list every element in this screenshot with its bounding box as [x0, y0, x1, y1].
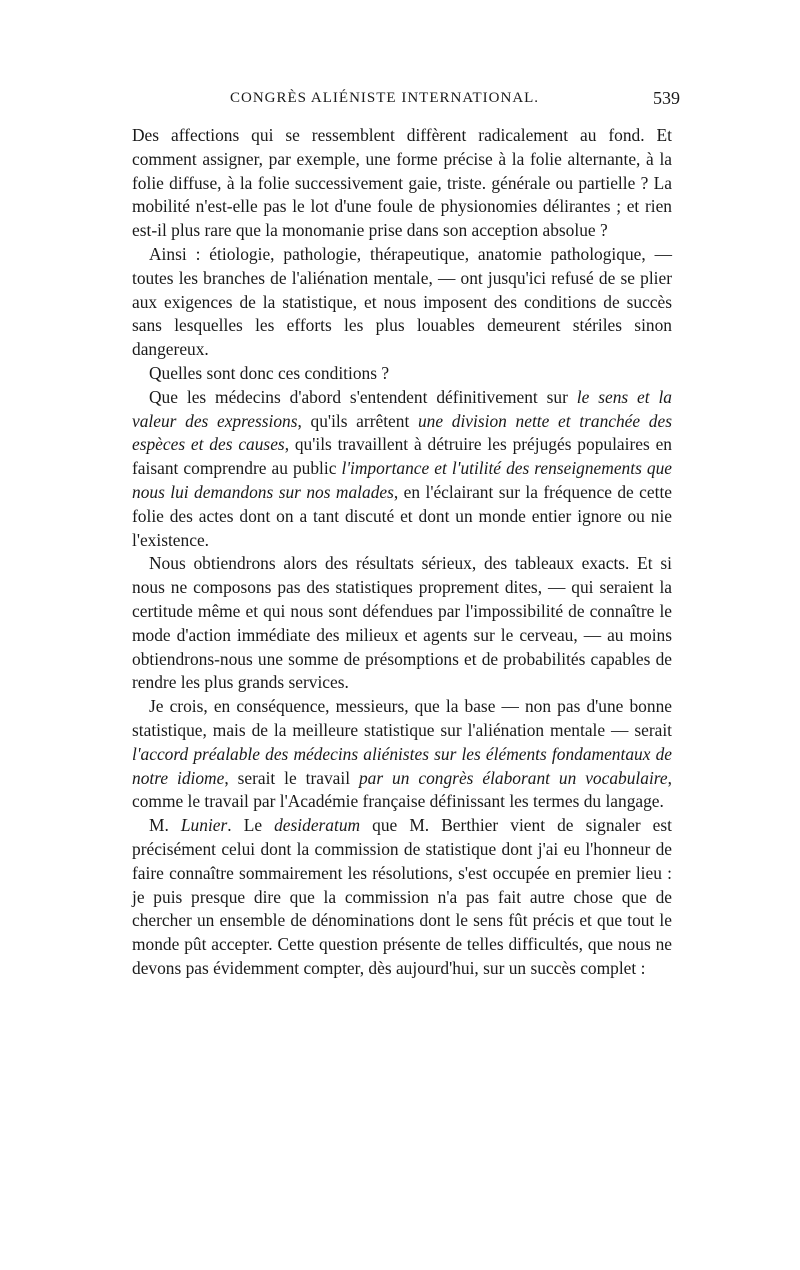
page-number: 539 [653, 88, 680, 108]
text-run: Je crois, en conséquence, messieurs, que la base — non pas d'une bonne statistique, mais de la meilleure statistique sur l'aliénation mentale — serait [132, 696, 672, 740]
text-run: , qu'ils arrêtent [297, 410, 418, 431]
italic-text: par un congrès élaborant un vocabulaire [358, 767, 668, 788]
italic-text: l'accord préalable des médecins aliénistes sur les éléments fondamentaux de notre idiome [132, 743, 672, 788]
paragraph [132, 124, 672, 243]
text-run: . Le [227, 815, 275, 836]
text-run: Des affections qui se ressemblent diffèrent radicalement au fond. Et comment assigner, par exemple, une forme précise à la folie alternante, à la folie diffuse, à la folie successivement gaie, triste. générale ou partielle ? La mobilité n'est-elle pas le lot d'une foule de physionomies délirantes ; et rien est-il plus rare que la monomanie prise dans son acception absolue ? [132, 125, 672, 241]
text-run: , serait le travail [224, 767, 359, 788]
text-run: , qu'ils travaillent à détruire les préjugés populaires en faisant comprendre au public [132, 434, 672, 479]
text-run: que M. Berthier vient de signaler est précisément celui dont la commission de statistique dont j'ai eu l'honneur de faire connaître sommairement les résolutions, s'est occupée en premier lieu : je puis presque dire que la commission n'a pas fait autre chose que de chercher un ensemble de dénominations dont le sens fût précis et que tout le monde pût accepter. Cette question présente de telles difficultés, que nous ne devons pas évidemment compter, dès aujourd'hui, sur un succès complet : [132, 815, 673, 978]
paragraph [132, 814, 672, 981]
text-run: Que les médecins d'abord s'entendent définitivement sur [149, 386, 577, 407]
text-run: , en l'éclairant sur la fréquence de cette folie des actes dont on a tant discuté et dont un monde entier ignore ou nie l'existence. [132, 481, 672, 550]
paragraph [132, 362, 672, 386]
body-text [132, 124, 672, 981]
paragraph [132, 243, 672, 362]
italic-text: Lunier [180, 815, 228, 836]
text-run: , comme le travail par l'Académie française définissant les termes du langage. [132, 767, 672, 812]
text-run: Quelles sont donc ces conditions ? [149, 362, 390, 383]
paragraph [132, 386, 672, 553]
italic-text: l'importance et l'utilité des renseignements que nous lui demandons sur nos malades [132, 458, 672, 502]
italic-text: une division nette et tranchée des espèces et des causes [132, 410, 672, 455]
paragraph [132, 552, 672, 695]
italic-text: desideratum [274, 815, 361, 836]
paragraph [132, 695, 672, 814]
text-run: M. [149, 815, 181, 836]
text-run: Nous obtiendrons alors des résultats sérieux, des tableaux exacts. Et si nous ne composons pas des statistiques proprement dites, — qui seraient la certitude même et qui nous sont défendues par l'impossibilité de connaître le mode d'action immédiate des milieux et agents sur le cerveau, — au moins obtiendrons-nous une somme de présomptions et de probabilités capables de rendre les plus grands services. [132, 553, 672, 693]
running-title: CONGRÈS ALIÉNISTE INTERNATIONAL. [230, 90, 540, 106]
italic-text: le sens et la valeur des expressions [132, 386, 672, 431]
page-header [130, 90, 680, 116]
text-run: Ainsi : étiologie, pathologie, thérapeutique, anatomie pathologique, — toutes les branches de l'aliénation mentale, — ont jusqu'ici refusé de se plier aux exigences de la statistique, et nous imposent des conditions de succès sans lesquelles les efforts les plus louables demeurent stériles sinon dangereux. [132, 243, 672, 360]
